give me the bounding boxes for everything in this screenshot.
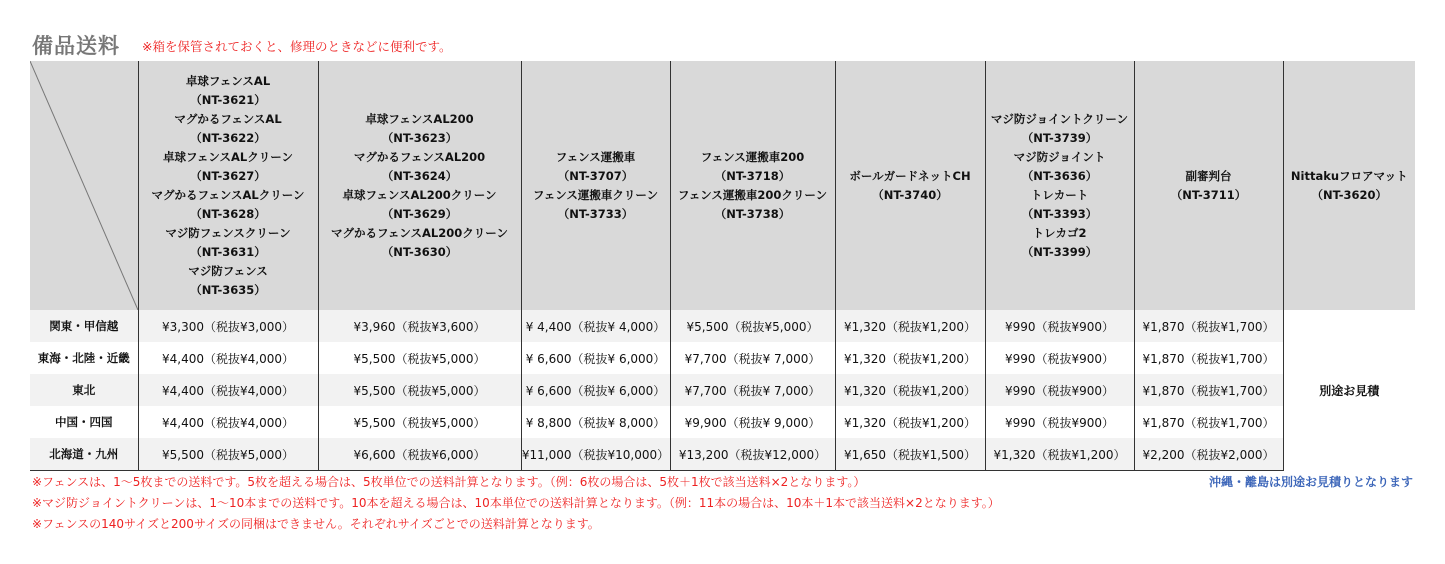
header-row bbox=[30, 61, 1415, 310]
price-cell: ¥5,500（税抜¥5,000） bbox=[318, 374, 521, 406]
price-cell: ¥ 8,800（税抜¥ 8,000） bbox=[521, 406, 670, 438]
price-cell: ¥4,400（税抜¥4,000） bbox=[138, 342, 318, 374]
column-header-line: フェンス運搬車クリーン bbox=[532, 187, 659, 202]
column-header bbox=[138, 61, 318, 310]
notes bbox=[32, 472, 1000, 535]
price-cell: ¥7,700（税抜¥ 7,000） bbox=[670, 342, 835, 374]
price-cell: ¥13,200（税抜¥12,000） bbox=[670, 438, 835, 471]
column-header-line: 卓球フェンスAL200 bbox=[365, 111, 474, 126]
region-cell: 関東・甲信越 bbox=[30, 310, 138, 342]
column-header-line: マグかるフェンスAL bbox=[174, 111, 282, 126]
column-header bbox=[521, 61, 670, 310]
column-header bbox=[985, 61, 1134, 310]
price-cell: ¥5,500（税抜¥5,000） bbox=[318, 342, 521, 374]
table-row bbox=[30, 406, 1415, 438]
column-header bbox=[1283, 61, 1415, 310]
column-header-line: （NT-3631） bbox=[190, 244, 266, 259]
price-cell: ¥2,200（税抜¥2,000） bbox=[1134, 438, 1283, 471]
column-header-line: マジ防ジョイントクリーン bbox=[990, 111, 1129, 126]
column-header-line: （NT-3740） bbox=[872, 187, 948, 202]
table-row bbox=[30, 342, 1415, 374]
price-cell: ¥6,600（税抜¥6,000） bbox=[318, 438, 521, 471]
column-header-line: マグかるフェンスALクリーン bbox=[151, 187, 305, 202]
corner-cell bbox=[30, 61, 138, 310]
column-header-line: （NT-3621） bbox=[190, 92, 266, 107]
column-header-line: （NT-3393） bbox=[1021, 206, 1098, 221]
column-header-line: （NT-3718） bbox=[714, 168, 791, 183]
table-body bbox=[30, 310, 1415, 471]
table-row bbox=[30, 310, 1415, 342]
region-cell: 東海・北陸・近畿 bbox=[30, 342, 138, 374]
price-cell: ¥9,900（税抜¥ 9,000） bbox=[670, 406, 835, 438]
price-cell: ¥1,870（税抜¥1,700） bbox=[1134, 406, 1283, 438]
title-row bbox=[32, 30, 451, 60]
column-header-line: マジ防フェンス bbox=[188, 263, 268, 278]
column-header bbox=[318, 61, 521, 310]
page-title: 備品送料 bbox=[32, 34, 120, 58]
column-header-line: マグかるフェンスAL200クリーン bbox=[330, 225, 509, 240]
column-header-line: （NT-3629） bbox=[381, 206, 458, 221]
column-header-line: （NT-3739） bbox=[1021, 130, 1098, 145]
price-cell: ¥11,000（税抜¥10,000） bbox=[521, 438, 670, 471]
price-cell: ¥1,650（税抜¥1,500） bbox=[835, 438, 985, 471]
price-cell: ¥1,870（税抜¥1,700） bbox=[1134, 374, 1283, 406]
column-header-line: トレカート bbox=[1030, 187, 1089, 202]
estimate-cell: 別途お見積 bbox=[1283, 310, 1415, 471]
column-header bbox=[670, 61, 835, 310]
region-cell: 中国・四国 bbox=[30, 406, 138, 438]
price-cell: ¥1,870（税抜¥1,700） bbox=[1134, 342, 1283, 374]
column-header-line: マジ防フェンスクリーン bbox=[165, 225, 291, 240]
column-header-line: 卓球フェンスALクリーン bbox=[162, 149, 294, 164]
price-cell: ¥1,320（税抜¥1,200） bbox=[835, 342, 985, 374]
column-header-line: （NT-3635） bbox=[190, 282, 266, 297]
column-header-line: フェンス運搬車 bbox=[555, 149, 636, 164]
column-header-line: （NT-3623） bbox=[381, 130, 458, 145]
price-cell: ¥1,320（税抜¥1,200） bbox=[835, 310, 985, 342]
price-cell: ¥3,960（税抜¥3,600） bbox=[318, 310, 521, 342]
price-cell: ¥4,400（税抜¥4,000） bbox=[138, 406, 318, 438]
note-joint: ※マジ防ジョイントクリーンは、1〜10本までの送料です。10本を超える場合は、10本単位での送料計算となります。（例：11本の場合は、10本＋1本で該当送料×2となります。） bbox=[32, 496, 1000, 510]
column-header-line: トレカゴ2 bbox=[1032, 225, 1087, 240]
column-header bbox=[1134, 61, 1283, 310]
column-header-line: （NT-3711） bbox=[1170, 187, 1247, 202]
column-header-line: 副審判台 bbox=[1185, 168, 1232, 183]
diagonal-line bbox=[30, 61, 138, 310]
price-cell: ¥990（税抜¥900） bbox=[985, 406, 1134, 438]
okinawa-note: 沖縄・離島は別途お見積りとなります bbox=[1208, 475, 1413, 489]
price-cell: ¥ 6,600（税抜¥ 6,000） bbox=[521, 342, 670, 374]
column-header-line: 卓球フェンスAL200クリーン bbox=[342, 187, 497, 202]
price-cell: ¥990（税抜¥900） bbox=[985, 374, 1134, 406]
column-header-line: マグかるフェンスAL200 bbox=[353, 149, 486, 164]
table-row bbox=[30, 438, 1415, 471]
price-cell: ¥ 4,400（税抜¥ 4,000） bbox=[521, 310, 670, 342]
region-cell: 北海道・九州 bbox=[30, 438, 138, 471]
column-header-line: （NT-3399） bbox=[1021, 244, 1098, 259]
title-note: ※箱を保管されておくと、修理のときなどに便利です。 bbox=[142, 39, 452, 54]
column-header-line: （NT-3636） bbox=[1021, 168, 1098, 183]
column-header-line: （NT-3627） bbox=[190, 168, 266, 183]
column-header-line: （NT-3622） bbox=[190, 130, 266, 145]
column-header-line: （NT-3624） bbox=[381, 168, 458, 183]
column-header-line: （NT-3630） bbox=[381, 244, 458, 259]
price-cell: ¥1,870（税抜¥1,700） bbox=[1134, 310, 1283, 342]
shipping-fee-table bbox=[30, 61, 1415, 471]
column-header-line: フェンス運搬車200 bbox=[700, 149, 805, 164]
column-header-line: （NT-3738） bbox=[714, 206, 791, 221]
column-header-line: （NT-3733） bbox=[557, 206, 634, 221]
column-header-line: Nittakuフロアマット bbox=[1290, 168, 1408, 183]
column-header-line: マジ防ジョイント bbox=[1013, 149, 1106, 164]
price-cell: ¥3,300（税抜¥3,000） bbox=[138, 310, 318, 342]
price-cell: ¥5,500（税抜¥5,000） bbox=[670, 310, 835, 342]
table-row bbox=[30, 374, 1415, 406]
price-cell: ¥990（税抜¥900） bbox=[985, 310, 1134, 342]
column-header-line: （NT-3707） bbox=[557, 168, 634, 183]
price-cell: ¥5,500（税抜¥5,000） bbox=[318, 406, 521, 438]
price-cell: ¥1,320（税抜¥1,200） bbox=[835, 406, 985, 438]
column-header-line: （NT-3628） bbox=[190, 206, 266, 221]
price-cell: ¥5,500（税抜¥5,000） bbox=[138, 438, 318, 471]
note-fence: ※フェンスは、1〜5枚までの送料です。5枚を超える場合は、5枚単位での送料計算となります。（例：6枚の場合は、5枚＋1枚で該当送料×2となります。） bbox=[32, 475, 866, 489]
price-cell: ¥1,320（税抜¥1,200） bbox=[835, 374, 985, 406]
column-header bbox=[835, 61, 985, 310]
price-cell: ¥4,400（税抜¥4,000） bbox=[138, 374, 318, 406]
column-header-line: ボールガードネットCH bbox=[849, 168, 971, 183]
column-header-line: （NT-3620） bbox=[1311, 187, 1388, 202]
price-cell: ¥990（税抜¥900） bbox=[985, 342, 1134, 374]
price-cell: ¥ 6,600（税抜¥ 6,000） bbox=[521, 374, 670, 406]
note-size: ※フェンスの140サイズと200サイズの同梱はできません。それぞれサイズごとでの送料計算となります。 bbox=[32, 517, 600, 531]
price-cell: ¥7,700（税抜¥ 7,000） bbox=[670, 374, 835, 406]
column-header-line: 卓球フェンスAL bbox=[185, 73, 271, 88]
column-header-line: フェンス運搬車200クリーン bbox=[677, 187, 828, 202]
price-cell: ¥1,320（税抜¥1,200） bbox=[985, 438, 1134, 471]
region-cell: 東北 bbox=[30, 374, 138, 406]
